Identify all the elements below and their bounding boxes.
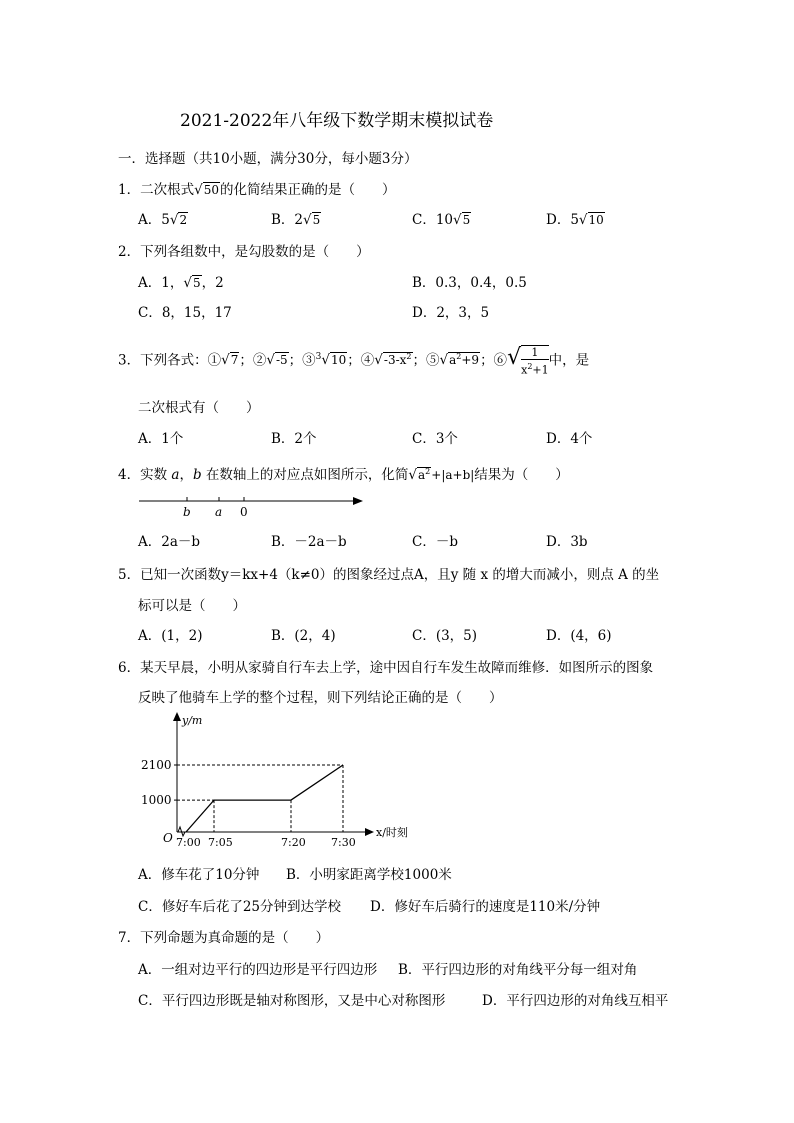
q3-exponent: 2 [456,352,462,362]
q1-option-d-label: D．5 [546,212,579,228]
q3-stem-pre: 3．下列各式： [118,352,208,369]
x-axis-arrow [365,828,374,836]
q4-option-b[interactable]: B．－2a－b [271,534,347,550]
q1-option-a[interactable] [138,208,188,228]
distance-time-chart [130,710,420,860]
q7-option-c[interactable]: C．平行四边形既是轴对称图形，又是中心对称图形 [138,993,446,1009]
tick-label-x-7:05: 7:05 [208,836,233,849]
q3-exponent: 2 [527,362,533,371]
q3-radicand: a [449,353,457,368]
radical-sign: √5 [303,212,321,228]
tick-label-x-7:00: 7:00 [176,836,201,849]
tick-label-x-7:20: 7:20 [281,836,306,849]
q7-option-a[interactable]: A．一组对边平行的四边形是平行四边形 [138,962,378,978]
tick-label-x-7:30: 7:30 [331,836,356,849]
q6-option-a[interactable]: A．修车花了10分钟 [138,867,260,883]
q5-option-b[interactable]: B．(2，4) [271,628,336,644]
q7-option-d[interactable]: D．平行四边形的对角线互相平 [482,993,669,1009]
q4-abs-term: +|a+b| [431,468,475,482]
q3-fraction-denominator-tail: +1 [532,363,549,377]
radical-sign: $√-3-x^2$ [374,352,412,369]
q3-item-marker: ；⑤ [412,352,440,369]
q1-radicand: 50 [203,183,219,197]
radical-sign: √50 [194,182,219,198]
q3-item-marker: ；⑥ [480,352,508,369]
q1-stem-pre: 1．二次根式 [118,182,195,198]
q3-radicand: -5 [275,353,288,368]
radical-sign: $√a^2+9$ [439,352,480,369]
q3-exponent: 2 [406,352,412,362]
q4-option-d[interactable]: D．3b [546,534,588,550]
q4-var-b: b [192,467,202,483]
q3-radicand: 7 [230,353,239,368]
q4-separator: ， [179,467,193,483]
radical-sign: √2 [169,212,188,228]
q2-option-a-pre: A．1， [138,275,184,291]
q3-fraction [521,345,549,377]
q5-option-c[interactable]: C．(3，5) [412,628,478,644]
q6-stem-line1: 6．某天早晨，小明从家骑自行车去上学，途中因自行车发生故障而维修．如图所示的图象 [118,660,654,676]
q1-stem [118,178,395,198]
q4-option-a[interactable]: A．2a－b [138,534,201,550]
q1-option-c[interactable] [412,208,471,228]
q3-item-marker: ① [207,352,222,369]
q1-option-b[interactable] [271,208,321,228]
q6-option-c[interactable]: C．修好车后花了25分钟到达学校 [138,899,342,915]
q3-root-index: 3 [315,351,322,362]
q3-option-a[interactable]: A．1个 [138,431,184,447]
q3-fraction-denominator: x [521,363,528,377]
q3-option-c[interactable]: C．3个 [412,431,458,447]
y-axis-label: y/m [182,714,203,727]
q2-option-b[interactable]: B．0.3，0.4，0.5 [412,275,527,291]
radical-sign: √-5 [266,352,288,369]
radical-sign: √5 [453,212,471,228]
q1-option-d-radicand: 10 [588,213,604,227]
q2-option-c[interactable]: C．8，15，17 [138,305,232,321]
q3-fraction-numerator: 1 [521,346,549,360]
q1-option-c-label: C．10 [412,212,454,228]
q3-radicand: 10 [331,353,347,368]
q4-stem-pre: 4．实数 [118,467,172,483]
radical-sign: √5 [183,275,201,291]
q2-option-a-radicand: 5 [192,276,201,290]
x-axis-label: x/时刻 [376,826,408,839]
q7-option-b[interactable]: B．平行四边形的对角线平分每一组对角 [398,962,638,978]
q1-stem-post: 的化简结果正确的是（ ） [219,182,396,198]
origin-label: O [163,831,173,845]
number-line-arrow [353,497,363,505]
q4-var-a: a [171,467,180,483]
q4-exponent: 2 [425,467,431,476]
q6-option-b[interactable]: B．小明家距离学校1000米 [286,867,452,883]
q1-option-c-radicand: 5 [462,213,471,227]
q4-option-c[interactable]: C．－b [412,534,458,550]
q3-option-b[interactable]: B．2个 [271,431,317,447]
q7-stem: 7．下列命题为真命题的是（ ） [118,930,330,946]
axis-label-zero: 0 [240,505,248,519]
q4-stem [118,463,569,483]
q3-item-marker: ；② [239,352,267,369]
q2-stem: 2．下列各组数中，是勾股数的是（ ） [118,244,370,260]
q6-stem-line2: 反映了他骑车上学的整个过程，则下列结论正确的是（ ） [138,690,503,706]
q3-stem-line2: 二次根式有（ ） [138,400,260,416]
q5-stem-line1: 5．已知一次函数y＝kx+4（k≠0）的图象经过点A，且y 随 x 的增大而减小，则点 A 的坐 [118,567,660,583]
q5-option-a[interactable]: A．(1，2) [138,628,203,644]
q4-stem-mid: 在数轴上的对应点如图所示，化简 [201,467,409,483]
q5-stem-line2: 标可以是（ ） [138,598,246,614]
q1-option-d[interactable] [546,208,605,228]
q3-item-marker: ；③ [288,352,316,369]
q1-option-b-radicand: 5 [312,213,321,227]
series-line [186,765,343,832]
q3-stem-post: 中，是 [548,352,590,369]
q2-option-d[interactable]: D．2，3，5 [412,305,490,321]
q5-option-d[interactable]: D．(4，6) [546,628,612,644]
q6-option-d[interactable]: D．修好车后骑行的速度是110米/分钟 [370,899,601,915]
q4-radicand: a [418,468,426,482]
number-line [135,493,370,521]
q4-stem-post: 结果为（ ） [474,467,569,483]
q1-option-a-radicand: 2 [179,213,188,227]
radical-sign: √7 [221,352,239,369]
y-axis-arrow [173,712,181,721]
page-title: 2021-2022年八年级下数学期末模拟试卷 [180,111,494,131]
radical-sign: $√a^2$ [408,467,431,483]
q3-radicand: -3-x [383,353,407,368]
q1-option-b-label: B．2 [271,212,304,228]
q3-item-marker: ；④ [347,352,375,369]
tick-label-y-1000: 1000 [141,793,172,808]
q3-stem [118,345,589,377]
axis-label-b: b [183,505,191,519]
section-heading: 一．选择题（共10小题，满分30分，每小题3分） [118,151,418,167]
q2-option-a-post: ，2 [201,275,224,291]
q3-radicand-tail: +9 [461,353,480,368]
tick-label-y-2100: 2100 [141,758,172,772]
q2-option-a[interactable] [138,271,224,291]
radical-sign: √ [507,345,522,371]
q1-option-a-label: A．5 [138,212,170,228]
radical-sign: √10 [321,352,347,369]
q3-option-d[interactable]: D．4个 [546,431,593,447]
axis-label-a: a [215,505,223,519]
radical-sign: √10 [578,212,604,228]
